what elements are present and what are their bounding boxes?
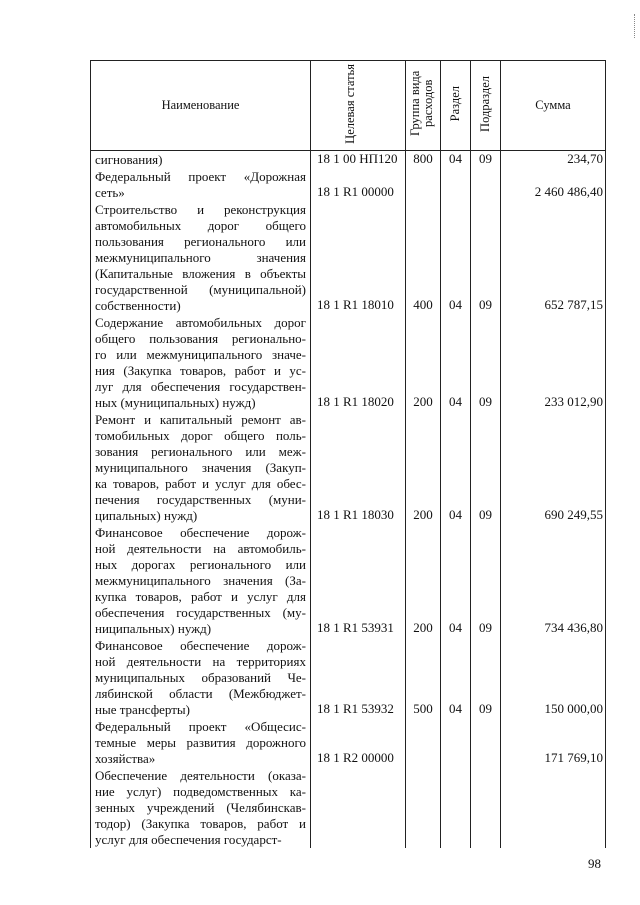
- row-name-line: томобильных дорог общего поль-: [95, 428, 306, 443]
- row-name-line: общего пользования регионально-: [95, 331, 306, 346]
- page-number: 98: [588, 856, 601, 871]
- row-name-line: сеть»: [95, 185, 125, 200]
- row-sum: 2 460 486,40: [501, 168, 606, 201]
- table-row: [91, 151, 606, 169]
- row-name-line: ных (муниципальных) нужд): [95, 395, 256, 410]
- row-target-article: 18 1 R1 18030: [311, 411, 406, 524]
- row-name-line: ка товаров, работ и услуг для обес-: [95, 476, 306, 491]
- row-name: [91, 718, 311, 767]
- row-name-line: государственной (муниципальной): [95, 282, 306, 297]
- row-sum: 234,70: [501, 151, 606, 169]
- table-row: [91, 767, 606, 848]
- row-name-line: ной деятельности на территориях: [95, 654, 306, 669]
- table-header-row: [91, 61, 606, 151]
- row-name: [91, 168, 311, 201]
- table-body: [91, 151, 606, 849]
- row-name-line: муниципальных образований Че-: [95, 670, 306, 685]
- row-section: 04: [441, 411, 471, 524]
- row-name: [91, 767, 311, 848]
- row-subsection: 09: [471, 411, 501, 524]
- table-row: [91, 637, 606, 718]
- table-row: [91, 201, 606, 314]
- row-name-line: межмуниципального значения: [95, 250, 306, 265]
- scan-edge-mark: [634, 14, 638, 38]
- row-name-line: услуг для обеспечения государст-: [95, 832, 282, 847]
- row-section: [441, 767, 471, 848]
- row-target-article: 18 1 R1 00000: [311, 168, 406, 201]
- row-name: [91, 524, 311, 637]
- row-name-line: (Капитальные вложения в объекты: [95, 266, 306, 281]
- row-expense-group: 200: [406, 314, 441, 411]
- row-section: 04: [441, 151, 471, 169]
- row-name-line: Обеспечение деятельности (оказа-: [95, 768, 306, 783]
- row-subsection: 09: [471, 314, 501, 411]
- row-name-line: собственности): [95, 298, 181, 313]
- row-name: [91, 201, 311, 314]
- row-name-line: сигнования): [95, 152, 163, 167]
- row-section: [441, 718, 471, 767]
- header-target-article: Целевая статья: [311, 61, 406, 151]
- row-name-line: обеспечения государственных (му-: [95, 605, 306, 620]
- row-target-article: 18 1 R1 18020: [311, 314, 406, 411]
- row-name-line: Федеральный проект «Дорожная: [95, 169, 306, 184]
- row-sum: 150 000,00: [501, 637, 606, 718]
- row-subsection: 09: [471, 151, 501, 169]
- row-expense-group: 200: [406, 524, 441, 637]
- row-sum: 734 436,80: [501, 524, 606, 637]
- header-section: Раздел: [441, 61, 471, 151]
- header-sum: Сумма: [501, 61, 606, 151]
- row-name-line: зенных учреждений (Челябинскав-: [95, 800, 306, 815]
- row-target-article: 18 1 R1 53931: [311, 524, 406, 637]
- row-name-line: ние услуг) подведомственных ка-: [95, 784, 306, 799]
- row-name-line: го или межмуниципального значе-: [95, 347, 306, 362]
- row-sum: 171 769,10: [501, 718, 606, 767]
- row-target-article: [311, 767, 406, 848]
- row-name-line: Финансовое обеспечение дорож-: [95, 638, 306, 653]
- row-name-line: зования регионального или меж-: [95, 444, 306, 459]
- row-expense-group: [406, 718, 441, 767]
- row-expense-group: 400: [406, 201, 441, 314]
- row-sum: 652 787,15: [501, 201, 606, 314]
- row-sum: 690 249,55: [501, 411, 606, 524]
- row-name-line: темные меры развития дорожного: [95, 735, 306, 750]
- row-name: [91, 411, 311, 524]
- row-name-line: межмуниципального значения (За-: [95, 573, 306, 588]
- row-expense-group: 800: [406, 151, 441, 169]
- row-name-line: ной деятельности на автомобиль-: [95, 541, 306, 556]
- header-expense-group: Группа вида расходов: [406, 61, 441, 151]
- row-name-line: хозяйства»: [95, 751, 156, 766]
- row-section: [441, 168, 471, 201]
- table-row: [91, 718, 606, 767]
- row-subsection: [471, 168, 501, 201]
- row-name-line: автомобильных дорог общего: [95, 218, 306, 233]
- row-sum: 233 012,90: [501, 314, 606, 411]
- row-name-line: луг для обеспечения государствен-: [95, 379, 306, 394]
- row-name-line: Содержание автомобильных дорог: [95, 315, 306, 330]
- row-section: 04: [441, 524, 471, 637]
- row-section: 04: [441, 314, 471, 411]
- row-target-article: 18 1 00 НП120: [311, 151, 406, 169]
- row-name-line: пользования регионального или: [95, 234, 306, 249]
- row-expense-group: 200: [406, 411, 441, 524]
- row-expense-group: [406, 767, 441, 848]
- row-name-line: лябинской области (Межбюджет-: [95, 686, 306, 701]
- row-subsection: [471, 718, 501, 767]
- row-expense-group: 500: [406, 637, 441, 718]
- row-target-article: 18 1 R1 53932: [311, 637, 406, 718]
- row-name-line: тодор) (Закупка товаров, работ и: [95, 816, 306, 831]
- row-target-article: 18 1 R1 18010: [311, 201, 406, 314]
- table-row: [91, 524, 606, 637]
- row-name-line: Финансовое обеспечение дорож-: [95, 525, 306, 540]
- row-name: [91, 314, 311, 411]
- row-name-line: муниципального значения (Закуп-: [95, 460, 306, 475]
- row-name-line: ные трансферты): [95, 702, 190, 717]
- table-row: [91, 314, 606, 411]
- row-name-line: Строительство и реконструкция: [95, 202, 306, 217]
- row-target-article: 18 1 R2 00000: [311, 718, 406, 767]
- row-name-line: ния (Закупка товаров, работ и ус-: [95, 363, 306, 378]
- header-subsection: Подраздел: [471, 61, 501, 151]
- row-sum: [501, 767, 606, 848]
- row-subsection: 09: [471, 201, 501, 314]
- row-name-line: ципальных) нужд): [95, 508, 198, 523]
- row-subsection: 09: [471, 637, 501, 718]
- row-name: [91, 151, 311, 169]
- row-name: [91, 637, 311, 718]
- row-name-line: Ремонт и капитальный ремонт ав-: [95, 412, 306, 427]
- row-subsection: 09: [471, 524, 501, 637]
- row-name-line: ниципальных) нужд): [95, 621, 212, 636]
- row-name-line: купка товаров, работ и услуг для: [95, 589, 306, 604]
- row-name-line: ных дорогах регионального или: [95, 557, 306, 572]
- budget-table: [90, 60, 606, 848]
- row-subsection: [471, 767, 501, 848]
- row-expense-group: [406, 168, 441, 201]
- header-name: Наименование: [91, 61, 311, 151]
- row-name-line: печения государственных (муни-: [95, 492, 306, 507]
- table-row: [91, 168, 606, 201]
- row-name-line: Федеральный проект «Общесис-: [95, 719, 306, 734]
- row-section: 04: [441, 637, 471, 718]
- row-section: 04: [441, 201, 471, 314]
- table-row: [91, 411, 606, 524]
